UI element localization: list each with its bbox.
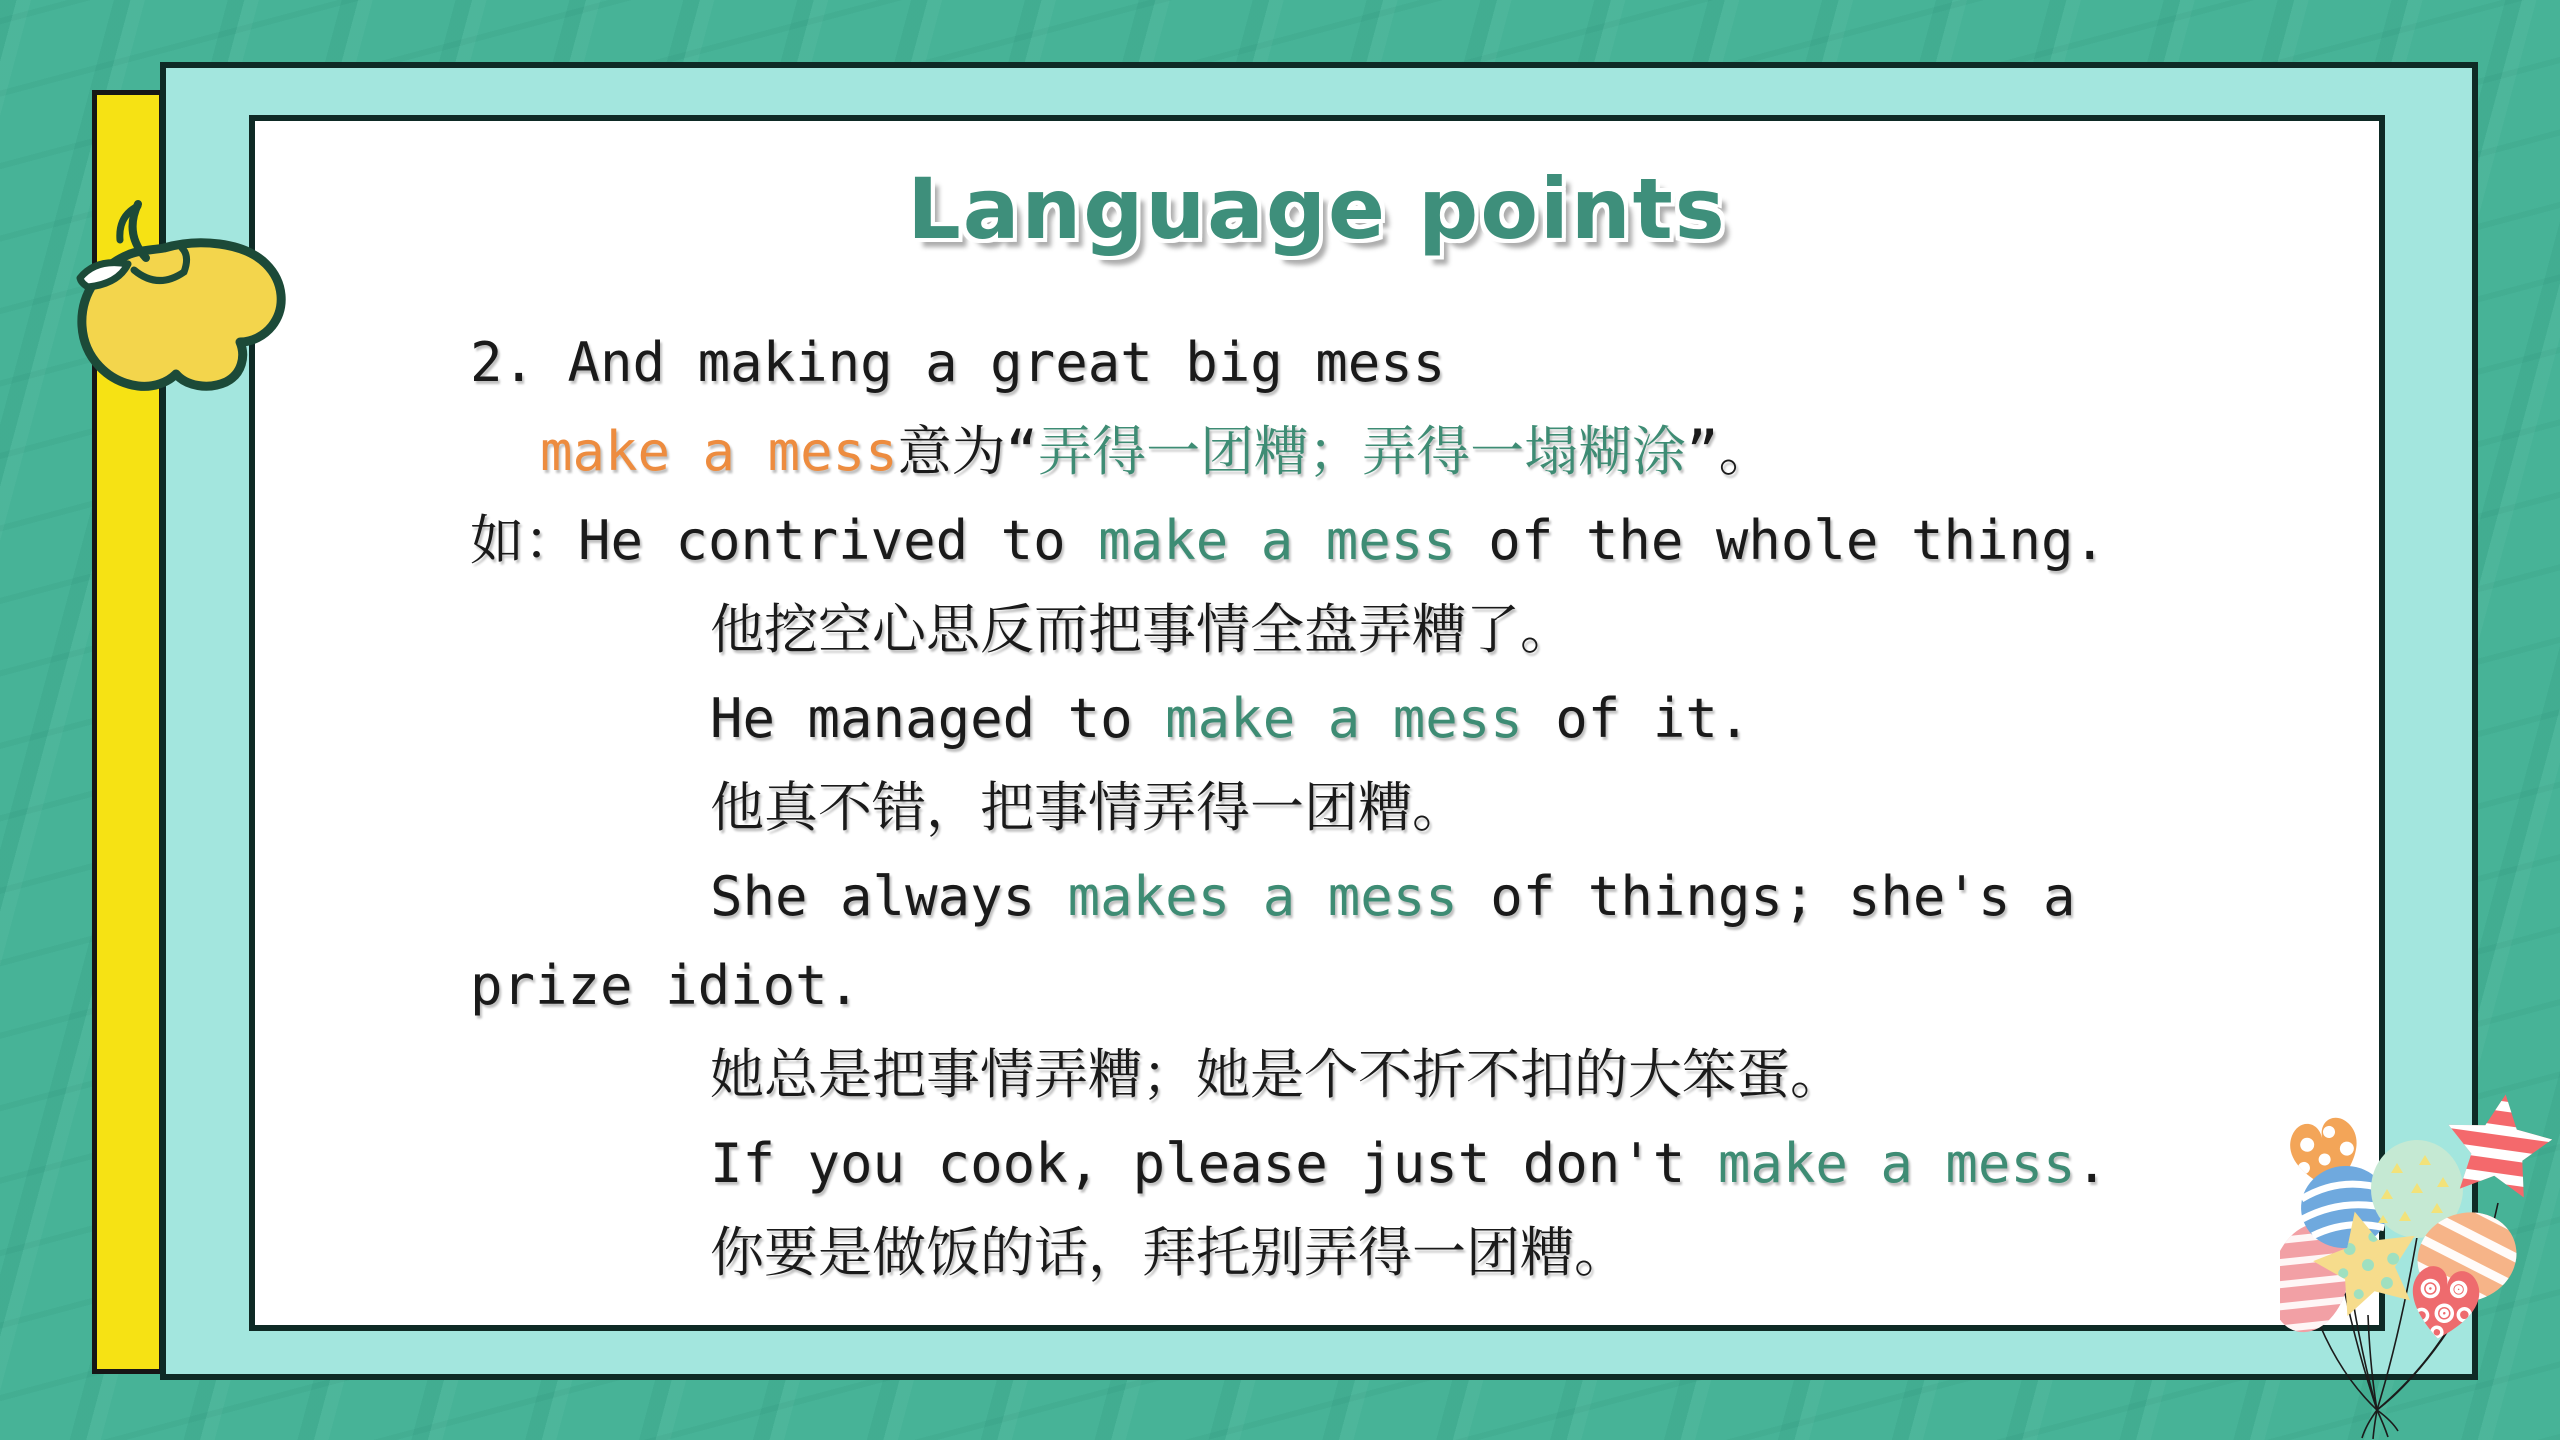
text-segment: 意为“ <box>897 420 1039 483</box>
slide-title: Language points <box>907 160 1727 258</box>
text-segment: make a mess <box>540 420 898 483</box>
text-segment: make a mess <box>1165 687 1523 750</box>
text-line <box>710 1030 2400 1119</box>
text-segment: prize idiot. <box>470 954 861 1017</box>
text-segment: She always <box>710 865 1068 928</box>
text-segment: make a mess <box>1098 509 1456 572</box>
text-line <box>540 407 2400 496</box>
text-line <box>470 318 2400 407</box>
text-line <box>710 1119 2400 1208</box>
text-segment: of it. <box>1522 687 1751 750</box>
text-segment: of the whole thing. <box>1455 509 2107 572</box>
balloons-icon <box>2280 1085 2560 1440</box>
text-segment: of things; she's a <box>1457 865 2076 928</box>
text-line <box>710 1208 2400 1297</box>
text-line <box>710 674 2400 763</box>
language-points-text <box>470 318 2400 1297</box>
text-segment: . <box>2075 1132 2108 1195</box>
apple-icon <box>68 190 298 405</box>
text-line <box>710 852 2400 941</box>
text-segment: make a mess <box>1717 1132 2076 1195</box>
text-segment: 他真不错，把事情弄得一团糟。 <box>710 776 1466 839</box>
text-segment: If you cook, please just don't <box>710 1132 1718 1195</box>
text-line <box>470 496 2400 585</box>
text-segment: He managed to <box>710 687 1166 750</box>
text-line <box>470 941 2400 1030</box>
text-line <box>710 585 2400 674</box>
text-segment: 如：He contrived to <box>470 509 1099 572</box>
text-segment: 她总是把事情弄糟；她是个不折不扣的大笨蛋。 <box>710 1043 1844 1106</box>
text-segment: 你要是做饭的话，拜托别弄得一团糟。 <box>710 1221 1628 1284</box>
text-segment: 弄得一团糟；弄得一塌糊涂 <box>1038 420 1687 483</box>
text-line <box>710 763 2400 852</box>
text-segment: 他挖空心思反而把事情全盘弄糟了。 <box>710 598 1574 661</box>
text-segment: ”。 <box>1686 420 1773 483</box>
text-segment: makes a mess <box>1067 865 1458 928</box>
text-segment: 2. And making a great big mess <box>470 331 1446 394</box>
